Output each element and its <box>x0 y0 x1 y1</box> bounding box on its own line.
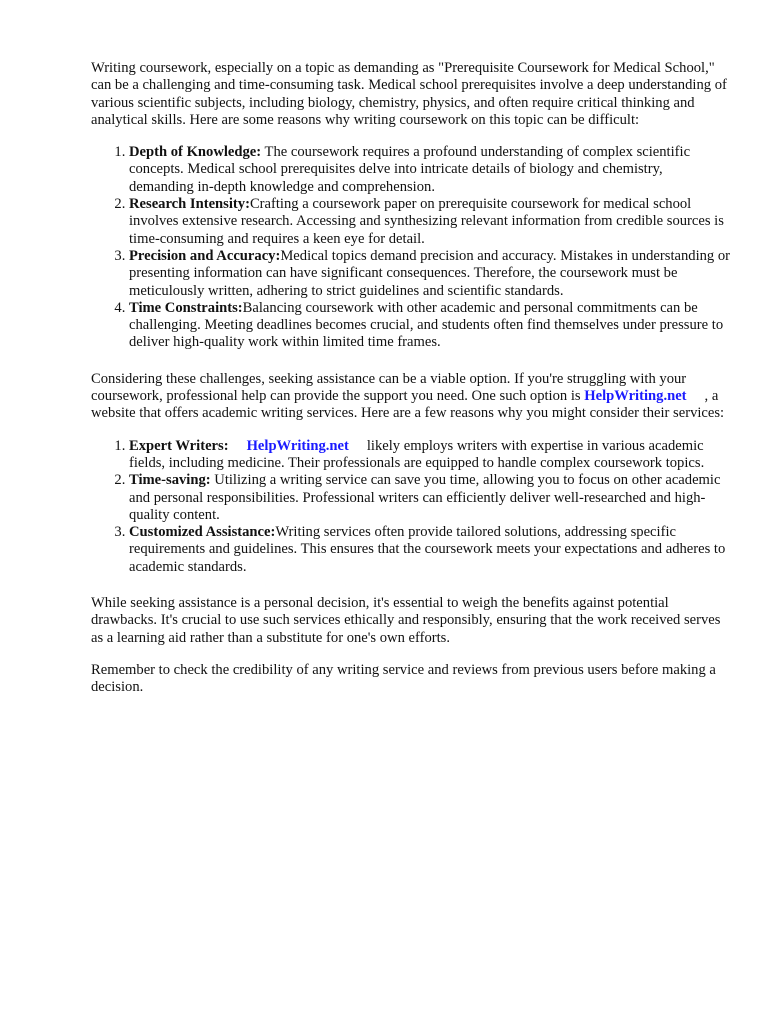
closing-paragraph-2: Remember to check the credibility of any writing service and reviews from previous users before making a decision. <box>91 661 716 696</box>
list-item-text: The coursework requires a profound understanding of complex scientific concepts. Medical school prerequisites delve into intricate details of biology and chemistry, demanding in-depth knowledge and comprehension. <box>129 144 691 195</box>
list-item <box>129 524 731 576</box>
document-body <box>91 60 731 697</box>
list-item-text: Writing services often provide tailored solutions, addressing specific requirements and guidelines. This ensures that the coursework meets your expectations and adheres to academic standards. <box>129 524 726 575</box>
list-item <box>129 438 731 473</box>
list-item-term: Time-saving: <box>129 472 211 489</box>
services-list <box>91 438 731 576</box>
list-item <box>129 144 731 196</box>
list-item-term: Precision and Accuracy: <box>129 247 281 264</box>
helpwriting-link-inline[interactable]: HelpWriting.net <box>246 437 349 454</box>
list-item-text: Utilizing a writing service can save you time, allowing you to focus on other academic and personal responsibilities. Professional writers can efficiently deliver well-researched and high-quality content. <box>129 472 721 523</box>
list-item <box>129 472 731 524</box>
list-item-term: Depth of Knowledge: <box>129 144 262 161</box>
reasons-list <box>91 144 731 352</box>
considering-text-after: , a website that offers academic writing services. Here are a few reasons why you might consider their services: <box>91 388 725 422</box>
considering-paragraph <box>91 371 731 423</box>
list-item-term: Time Constraints: <box>129 299 243 316</box>
list-item-text: likely employs writers with expertise in various academic fields, including medicine. Their professionals are equipped to handle complex coursework topics. <box>129 437 705 471</box>
intro-paragraph: Writing coursework, especially on a topic as demanding as "Prerequisite Coursework for Medical School," can be a challenging and time-consuming task. Medical school prerequisites involve a deep understanding of various scientific subjects, including biology, chemistry, physics, and often require critical thinking and analytical skills. Here are some reasons why writing coursework on this topic can be difficult: <box>91 60 727 128</box>
list-item <box>129 300 731 352</box>
considering-text-before: Considering these challenges, seeking assistance can be a viable option. If you're struggling with your coursework, professional help can provide the support you need. One such option is <box>91 370 687 405</box>
list-item-term: Research Intensity: <box>129 196 250 213</box>
list-item <box>129 196 731 248</box>
list-item-text: Crafting a coursework paper on prerequisite coursework for medical school involves extensive research. Accessing and synthesizing relevant information from credible sources is time-consuming and requires a keen eye for detail. <box>129 196 724 247</box>
list-item-text: Medical topics demand precision and accuracy. Mistakes in understanding or presenting information can have significant consequences. Therefore, the coursework must be meticulously written, adhering to strict guidelines and scientific standards. <box>129 247 731 299</box>
list-item-text: Balancing coursework with other academic and personal commitments can be challenging. Meeting deadlines becomes crucial, and students often find themselves under pressure to deliver high-quality work within limited time frames. <box>129 299 724 351</box>
list-item <box>129 248 731 300</box>
list-item-term: Expert Writers: <box>129 437 229 454</box>
closing-paragraph-1: While seeking assistance is a personal decision, it's essential to weigh the benefits against potential drawbacks. It's crucial to use such services ethically and responsibly, ensuring that the work received serves as a learning aid rather than a substitute for one's own efforts. <box>91 595 721 646</box>
list-item-term: Customized Assistance: <box>129 524 276 541</box>
helpwriting-link[interactable]: HelpWriting.net <box>584 388 687 405</box>
